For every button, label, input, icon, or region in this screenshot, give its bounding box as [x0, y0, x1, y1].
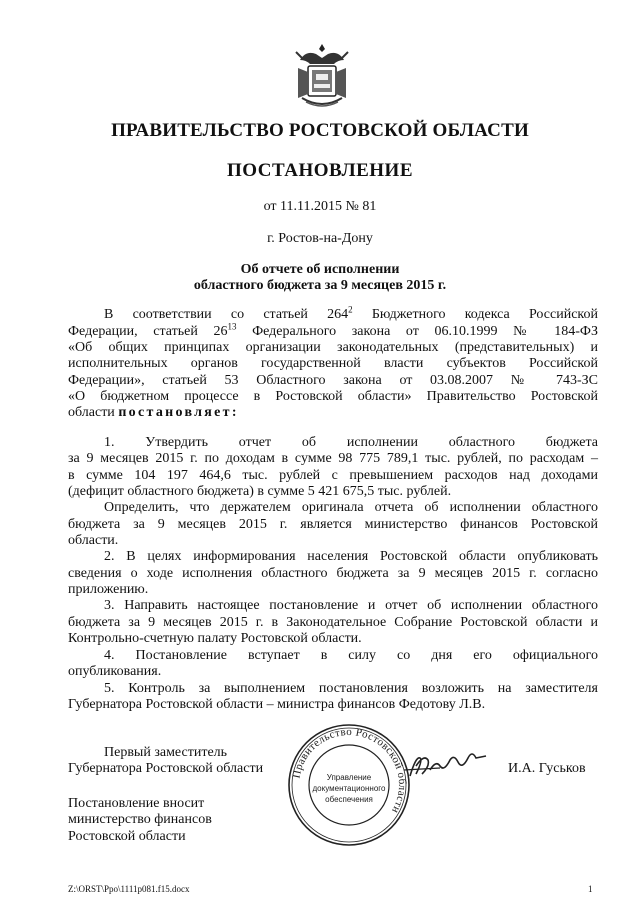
item-1-line: (дефицит областного бюджета) в сумме 5 421 675,5 тыс. рублей.	[68, 484, 452, 499]
document-subject-line-1: Об отчете об исполнении	[240, 262, 400, 277]
item-3-line: 3. Направить настоящее постановление и отчет об исполнении областного	[104, 598, 598, 613]
signer-position-line-2: Губернатора Ростовской области	[68, 761, 264, 776]
government-title: ПРАВИТЕЛЬСТВО РОСТОВСКОЙ ОБЛАСТИ	[111, 120, 529, 141]
item-3-line: бюджета за 9 месяцев 2015 г. в Законодательное Собрание Ростовской области и	[68, 615, 598, 630]
preamble-line: Федерации», статьей 53 Областного закона от 03.08.2007 № 743-ЗС	[68, 373, 598, 388]
item-2-line: 2. В целях информирования населения Ростовской области опубликовать	[104, 549, 598, 564]
preamble-line: Федерации, статьей $26^{13}$ Федерального закона от 06.10.1999 № 184-ФЗ	[68, 321, 598, 339]
submitter-line-2: министерство финансов	[68, 812, 212, 827]
item-1b-line: Определить, что держателем оригинала отчета об исполнении областного	[104, 500, 598, 515]
item-3-line: Контрольно-счетную палату Ростовской области.	[68, 631, 362, 646]
item-1b-line: области.	[68, 533, 119, 548]
preamble-line: области постановляет:	[68, 405, 239, 420]
svg-text:обеспечения: обеспечения	[325, 795, 373, 804]
preamble-line: исполнительных органов государственной власти субъектов Российской	[68, 356, 598, 371]
item-5-line: 5. Контроль за выполнением постановления возложить на заместителя	[104, 681, 598, 696]
handwritten-signature	[400, 748, 500, 784]
document-city: г. Ростов-на-Дону	[267, 231, 373, 246]
official-seal-stamp	[286, 722, 412, 848]
document-type: ПОСТАНОВЛЕНИЕ	[226, 160, 414, 181]
file-path: Z:\ORST\Ppo\1111p081.f15.docx	[68, 884, 190, 894]
item-2-line: сведения о ходе исполнения областного бюджета за 9 месяцев 2015 г. согласно	[68, 566, 598, 581]
document-date-number: от 11.11.2015 № 81	[263, 199, 377, 214]
submitter-line-1: Постановление вносит	[68, 796, 205, 811]
coat-of-arms-icon	[292, 40, 352, 112]
item-1-line: в сумме 104 197 464,6 тыс. рублей с превышением расходов над доходами	[68, 468, 598, 483]
submitter-line-3: Ростовской области	[68, 829, 186, 844]
svg-text:Управление: Управление	[326, 773, 372, 782]
svg-text:Правительство Ростовской облас: Правительство Ростовской области	[290, 725, 409, 816]
signer-name: И.А. Гуськов	[508, 761, 586, 776]
preamble-line: «О бюджетном процессе в Ростовской области» Правительство Ростовской	[68, 389, 598, 404]
preamble-line: «Об общих принципах организации законодательных (представительных) и	[68, 340, 598, 355]
item-2-line: приложению.	[68, 582, 149, 597]
item-4-line: опубликования.	[68, 664, 162, 679]
page-number: 1	[588, 884, 593, 894]
preamble-line: В соответствии со статьей $264^2$ Бюджетного кодекса Российской	[104, 304, 598, 322]
document-subject-line-2: областного бюджета за 9 месяцев 2015 г.	[193, 278, 447, 293]
item-4-line: 4. Постановление вступает в силу со дня его официального	[104, 648, 598, 663]
item-5-line: Губернатора Ростовской области – министра финансов Федотову Л.В.	[68, 697, 486, 712]
item-1-line: за 9 месяцев 2015 г. по доходам в сумме 98 775 789,1 тыс. рублей, по расходам –	[68, 451, 598, 466]
signer-position-line-1: Первый заместитель	[104, 745, 228, 760]
item-1b-line: бюджета за 9 месяцев 2015 г. является министерство финансов Ростовской	[68, 517, 598, 532]
item-1-line: 1. Утвердить отчет об исполнении областного бюджета	[104, 435, 598, 450]
svg-text:документационного: документационного	[312, 784, 386, 793]
